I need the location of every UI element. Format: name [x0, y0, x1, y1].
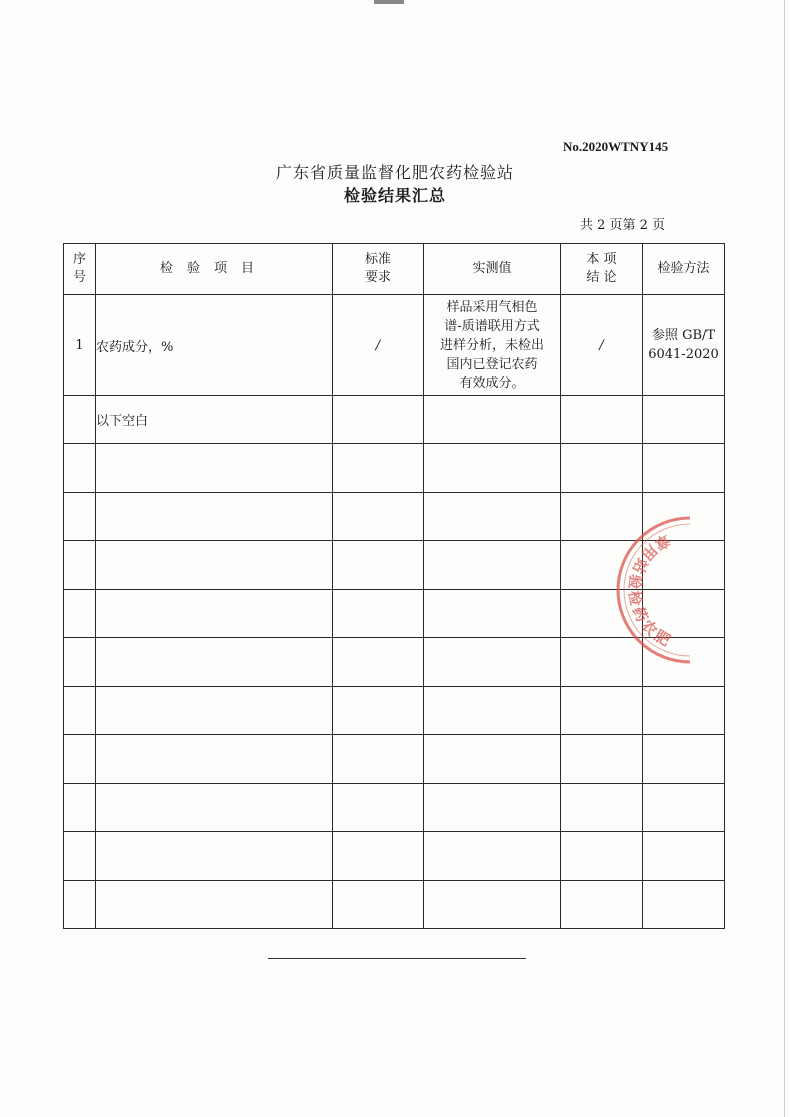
blank-cell — [424, 686, 561, 735]
cell-conclusion: / — [561, 295, 643, 396]
header-measured: 实测值 — [424, 244, 561, 295]
blank-cell — [561, 735, 643, 784]
scan-mark — [374, 0, 404, 4]
table-row-blank — [64, 735, 725, 784]
blank-cell — [333, 783, 424, 832]
seal-char: 肥 — [651, 626, 674, 650]
blank-cell — [64, 686, 96, 735]
blank-cell — [424, 735, 561, 784]
table-row-blank — [64, 832, 725, 881]
cell-item: 以下空白 — [96, 396, 333, 444]
blank-cell — [333, 492, 424, 541]
blank-cell — [96, 589, 333, 638]
cell-item: 农药成分，% — [96, 295, 333, 396]
blank-cell — [96, 492, 333, 541]
cell-method: 参照 GB/T 6041-2020 — [643, 295, 725, 396]
blank-cell — [96, 735, 333, 784]
table-row-blank — [64, 783, 725, 832]
document-title: 检验结果汇总 — [343, 186, 446, 205]
seal-char: 药 — [628, 603, 652, 625]
cell-seq — [64, 396, 96, 444]
cell-method — [643, 396, 725, 444]
blank-cell — [643, 832, 725, 881]
blank-cell — [96, 783, 333, 832]
cell-conclusion — [561, 396, 643, 444]
blank-cell — [96, 832, 333, 881]
seal-char: 章 — [651, 530, 674, 554]
blank-cell — [561, 686, 643, 735]
blank-cell — [424, 832, 561, 881]
blank-cell — [64, 735, 96, 784]
cell-standard — [333, 396, 424, 444]
blank-cell — [64, 638, 96, 687]
report-number: No.2020WTNY145 — [563, 139, 669, 154]
blank-cell — [561, 783, 643, 832]
seal-char: 检 — [625, 589, 646, 607]
seal-char: 农 — [637, 616, 661, 640]
official-seal — [580, 510, 690, 670]
seal-graphic — [580, 510, 690, 670]
blank-cell — [333, 638, 424, 687]
table-row-blank — [64, 880, 725, 929]
blank-cell — [64, 589, 96, 638]
blank-cell — [643, 783, 725, 832]
blank-cell — [424, 880, 561, 929]
seal-char: 验 — [625, 573, 646, 591]
blank-cell — [424, 492, 561, 541]
blank-cell — [64, 832, 96, 881]
blank-cell — [333, 735, 424, 784]
blank-cell — [424, 589, 561, 638]
blank-cell — [64, 541, 96, 590]
header-method: 检验方法 — [643, 244, 725, 295]
blank-cell — [64, 492, 96, 541]
header-standard: 标准 要求 — [333, 244, 424, 295]
blank-cell — [424, 444, 561, 493]
table-header-row — [64, 244, 725, 295]
blank-cell — [424, 541, 561, 590]
blank-cell — [424, 638, 561, 687]
blank-cell — [643, 880, 725, 929]
seal-char: 用 — [637, 540, 661, 564]
blank-cell — [561, 444, 643, 493]
blank-cell — [64, 880, 96, 929]
blank-cell — [561, 832, 643, 881]
blank-cell — [333, 686, 424, 735]
table-row-blank — [64, 686, 725, 735]
header-seq: 序 号 — [64, 244, 96, 295]
station-name: 广东省质量监督化肥农药检验站 — [275, 163, 514, 182]
seal-char: 站 — [628, 555, 652, 577]
blank-cell — [64, 444, 96, 493]
blank-cell — [561, 880, 643, 929]
blank-cell — [96, 444, 333, 493]
cell-measured — [424, 396, 561, 444]
header-conclusion: 本 项 结 论 — [561, 244, 643, 295]
blank-cell — [643, 735, 725, 784]
blank-cell — [643, 444, 725, 493]
page-count: 共 2 页第 2 页 — [580, 218, 666, 233]
table-row — [64, 396, 725, 444]
header-item: 检验项目 — [96, 244, 333, 295]
blank-cell — [64, 783, 96, 832]
blank-cell — [96, 541, 333, 590]
table-row — [64, 295, 725, 396]
cell-seq: 1 — [64, 295, 96, 396]
blank-cell — [643, 686, 725, 735]
blank-cell — [96, 638, 333, 687]
cell-standard: / — [333, 295, 424, 396]
table-row-blank — [64, 444, 725, 493]
blank-cell — [333, 880, 424, 929]
blank-cell — [333, 444, 424, 493]
blank-cell — [96, 880, 333, 929]
blank-cell — [333, 541, 424, 590]
cell-measured: 样品采用气相色 谱-质谱联用方式 进样分析，未检出 国内已登记农药 有效成分。 — [424, 295, 561, 396]
blank-cell — [96, 686, 333, 735]
blank-cell — [333, 832, 424, 881]
end-divider-line — [268, 958, 526, 959]
blank-cell — [424, 783, 561, 832]
blank-cell — [333, 589, 424, 638]
